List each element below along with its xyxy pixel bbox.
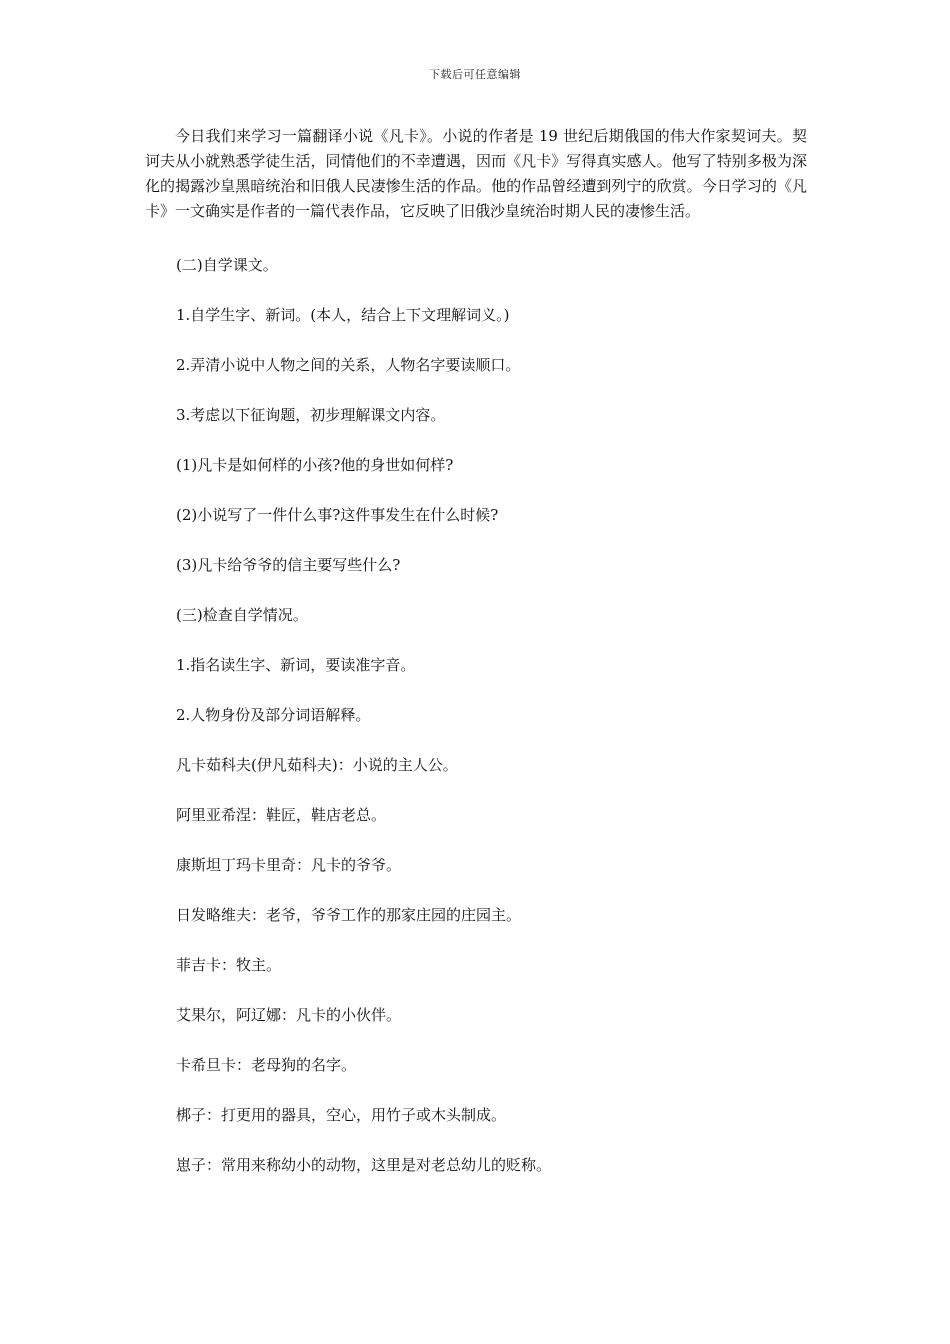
document-body xyxy=(145,124,807,1203)
glossary-item: 日发略维夫：老爷，爷爷工作的那家庄园的庄园主。 xyxy=(176,906,522,924)
glossary-item: 卡希旦卡：老母狗的名字。 xyxy=(176,1056,357,1074)
page-header: 下载后可任意编辑 xyxy=(429,68,521,81)
intro-paragraph: 今日我们来学习一篇翻译小说《凡卡》。小说的作者是 19 世纪后期俄国的伟大作家契诃夫。契诃夫从小就熟悉学徒生活，同情他们的不幸遭遇，因而《凡卡》写得真实感人。他写了特别多极为深化的揭露沙皇黑暗统治和旧俄人民凄惨生活的作品。他的作品曾经遭到列宁的欣赏。今日学习的《凡卡》一文确实是作者的一篇代表作品，它反映了旧俄沙皇统治时期人民的凄惨生活。 xyxy=(145,127,807,220)
glossary-item: 康斯坦丁玛卡里奇：凡卡的爷爷。 xyxy=(176,856,402,874)
list-item: 1.自学生字、新词。(本人，结合上下文理解词义。) xyxy=(176,306,510,324)
list-item: 2.人物身份及部分词语解释。 xyxy=(176,706,371,724)
list-item: 3.考虑以下征询题，初步理解课文内容。 xyxy=(176,406,446,424)
glossary-item: 阿里亚希涅：鞋匠，鞋店老总。 xyxy=(176,806,387,824)
question-item: (1)凡卡是如何样的小孩?他的身世如何样? xyxy=(176,456,454,474)
question-item: (2)小说写了一件什么事?这件事发生在什么时候? xyxy=(176,506,499,524)
section-two-heading: (二)自学课文。 xyxy=(176,256,278,274)
question-item: (3)凡卡给爷爷的信主要写些什么? xyxy=(176,556,401,574)
list-item: 1.指名读生字、新词，要读准字音。 xyxy=(176,656,416,674)
glossary-item: 凡卡茹科夫(伊凡茹科夫)：小说的主人公。 xyxy=(176,756,458,774)
glossary-item: 梆子：打更用的器具，空心，用竹子或木头制成。 xyxy=(176,1106,507,1124)
list-item: 2.弄清小说中人物之间的关系，人物名字要读顺口。 xyxy=(176,356,521,374)
glossary-item: 崽子：常用来称幼小的动物，这里是对老总幼儿的贬称。 xyxy=(176,1156,552,1174)
glossary-item: 菲吉卡：牧主。 xyxy=(176,956,282,974)
section-three-heading: (三)检查自学情况。 xyxy=(176,606,308,624)
glossary-item: 艾果尔，阿辽娜：凡卡的小伙伴。 xyxy=(176,1006,402,1024)
